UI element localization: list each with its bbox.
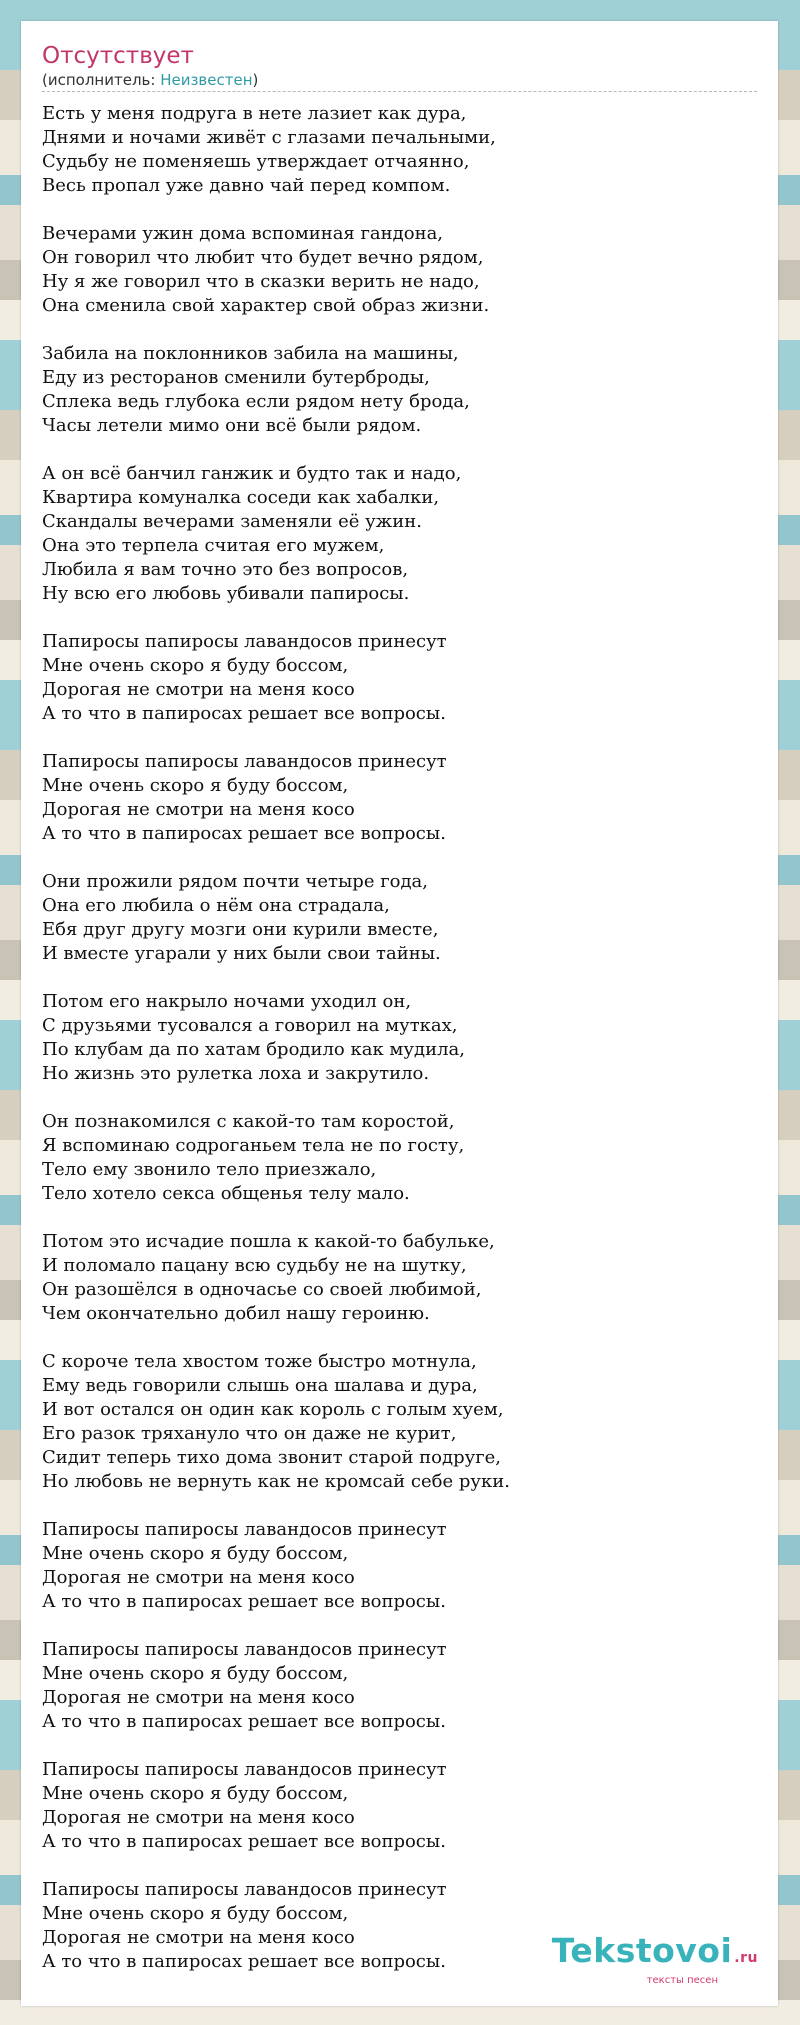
lyrics-line: С друзьями тусовался а говорил на мутках,: [42, 1015, 458, 1036]
lyrics-line: Мне очень скоро я буду боссом,: [42, 1903, 349, 1924]
logo-subtitle: тексты песен: [646, 1975, 718, 1986]
lyrics-line: Вечерами ужин дома вспоминая гандона,: [42, 223, 444, 244]
lyrics-line: Она сменила свой характер свой образ жизни.: [42, 295, 490, 316]
lyrics-line: Судьбу не поменяешь утверждает отчаянно,: [42, 151, 470, 172]
lyrics-line: Я вспоминаю содроганьем тела не по госту,: [42, 1135, 465, 1156]
lyrics-line: Папиросы папиросы лавандосов принесут: [42, 631, 447, 652]
lyrics-card: [21, 21, 778, 2006]
lyrics-line: Они прожили рядом почти четыре года,: [42, 871, 429, 892]
lyrics-line: Он разошёлся в одночасье со своей любимой,: [42, 1279, 482, 1300]
lyrics-line: С короче тела хвостом тоже быстро мотнула,: [42, 1351, 477, 1372]
lyrics-line: Квартира комуналка соседи как хабалки,: [42, 487, 440, 508]
lyrics-body: [42, 102, 757, 1974]
lyrics-line: Папиросы папиросы лавандосов принесут: [42, 1879, 447, 1900]
lyrics-line: Папиросы папиросы лавандосов принесут: [42, 1519, 447, 1540]
lyrics-stanza: [42, 630, 757, 726]
lyrics-stanza: [42, 870, 757, 966]
lyrics-line: Потом его накрыло ночами уходил он,: [42, 991, 412, 1012]
lyrics-line: Она это терпела считая его мужем,: [42, 535, 385, 556]
lyrics-line: Она его любила о нём она страдала,: [42, 895, 390, 916]
lyrics-line: И поломало пацану всю судьбу не на шутку,: [42, 1255, 467, 1276]
logo-wordmark: [551, 1931, 758, 1975]
lyrics-line: А он всё банчил ганжик и будто так и надо,: [42, 463, 462, 484]
lyrics-stanza: [42, 102, 757, 198]
lyrics-line: А то что в папиросах решает все вопросы.: [42, 823, 446, 844]
lyrics-line: Любила я вам точно это без вопросов,: [42, 559, 409, 580]
lyrics-line: Есть у меня подруга в нете лазиет как дура,: [42, 103, 467, 124]
lyrics-line: Чем окончательно добил нашу героиню.: [42, 1303, 430, 1324]
logo-tld: .ru: [734, 1950, 758, 1966]
lyrics-line: Скандалы вечерами заменяли её ужин.: [42, 511, 422, 532]
lyrics-line: Мне очень скоро я буду боссом,: [42, 1783, 349, 1804]
lyrics-stanza: [42, 462, 757, 606]
lyrics-line: Еду из ресторанов сменили бутерброды,: [42, 367, 430, 388]
lyrics-line: Но любовь не вернуть как не кромсай себе руки.: [42, 1471, 510, 1492]
lyrics-line: Дорогая не смотри на меня косо: [42, 1807, 355, 1828]
artist-line: [42, 71, 757, 92]
lyrics-stanza: [42, 1350, 757, 1494]
lyrics-line: Папиросы папиросы лавандосов принесут: [42, 1639, 447, 1660]
lyrics-line: Ему ведь говорили слышь она шалава и дура,: [42, 1375, 478, 1396]
lyrics-line: А то что в папиросах решает все вопросы.: [42, 703, 446, 724]
lyrics-line: Мне очень скоро я буду боссом,: [42, 1663, 349, 1684]
lyrics-stanza: [42, 342, 757, 438]
lyrics-line: А то что в папиросах решает все вопросы.: [42, 1711, 446, 1732]
lyrics-line: Его разок тряхануло что он даже не курит,: [42, 1423, 457, 1444]
lyrics-line: Весь пропал уже давно чай перед компом.: [42, 175, 451, 196]
site-logo[interactable]: [551, 1931, 758, 1986]
logo-main-text: Tekstovoi: [551, 1931, 733, 1970]
lyrics-line: Тело хотело секса общенья телу мало.: [42, 1183, 410, 1204]
lyrics-line: По клубам да по хатам бродило как мудила,: [42, 1039, 465, 1060]
lyrics-line: И вместе угарали у них были свои тайны.: [42, 943, 441, 964]
lyrics-line: Ебя друг другу мозги они курили вместе,: [42, 919, 439, 940]
lyrics-line: Дорогая не смотри на меня косо: [42, 1687, 355, 1708]
lyrics-stanza: [42, 990, 757, 1086]
lyrics-line: А то что в папиросах решает все вопросы.: [42, 1591, 446, 1612]
lyrics-stanza: [42, 1230, 757, 1326]
lyrics-line: Но жизнь это рулетка лоха и закрутило.: [42, 1063, 430, 1084]
lyrics-stanza: [42, 1638, 757, 1734]
lyrics-line: Мне очень скоро я буду боссом,: [42, 1543, 349, 1564]
lyrics-line: А то что в папиросах решает все вопросы.: [42, 1951, 446, 1972]
lyrics-line: Часы летели мимо они всё были рядом.: [42, 415, 422, 436]
lyrics-line: А то что в папиросах решает все вопросы.: [42, 1831, 446, 1852]
artist-link[interactable]: Неизвестен: [160, 71, 253, 89]
lyrics-line: Он познакомился с какой-то там коростой,: [42, 1111, 455, 1132]
lyrics-line: Потом это исчадие пошла к какой-то бабульке,: [42, 1231, 495, 1252]
lyrics-line: Сидит теперь тихо дома звонит старой подруге,: [42, 1447, 502, 1468]
lyrics-line: Ну я же говорил что в сказки верить не надо,: [42, 271, 480, 292]
lyrics-line: Папиросы папиросы лавандосов принесут: [42, 751, 447, 772]
artist-prefix: (исполнитель:: [42, 71, 161, 89]
lyrics-line: Папиросы папиросы лавандосов принесут: [42, 1759, 447, 1780]
lyrics-line: Он говорил что любит что будет вечно рядом,: [42, 247, 484, 268]
lyrics-line: Днями и ночами живёт с глазами печальными,: [42, 127, 496, 148]
lyrics-stanza: [42, 222, 757, 318]
lyrics-line: Мне очень скоро я буду боссом,: [42, 775, 349, 796]
lyrics-line: И вот остался он один как король с голым хуем,: [42, 1399, 504, 1420]
lyrics-line: Дорогая не смотри на меня косо: [42, 1567, 355, 1588]
lyrics-line: Дорогая не смотри на меня косо: [42, 679, 355, 700]
lyrics-line: Сплека ведь глубока если рядом нету брода,: [42, 391, 470, 412]
lyrics-stanza: [42, 1758, 757, 1854]
artist-suffix: ): [252, 71, 259, 89]
lyrics-line: Мне очень скоро я буду боссом,: [42, 655, 349, 676]
song-title: Отсутствует: [42, 43, 194, 69]
lyrics-stanza: [42, 1110, 757, 1206]
lyrics-line: Ну всю его любовь убивали папиросы.: [42, 583, 410, 604]
lyrics-stanza: [42, 1518, 757, 1614]
lyrics-line: Тело ему звонило тело приезжало,: [42, 1159, 377, 1180]
lyrics-line: Дорогая не смотри на меня косо: [42, 799, 355, 820]
lyrics-line: Дорогая не смотри на меня косо: [42, 1927, 355, 1948]
lyrics-stanza: [42, 750, 757, 846]
lyrics-line: Забила на поклонников забила на машины,: [42, 343, 459, 364]
